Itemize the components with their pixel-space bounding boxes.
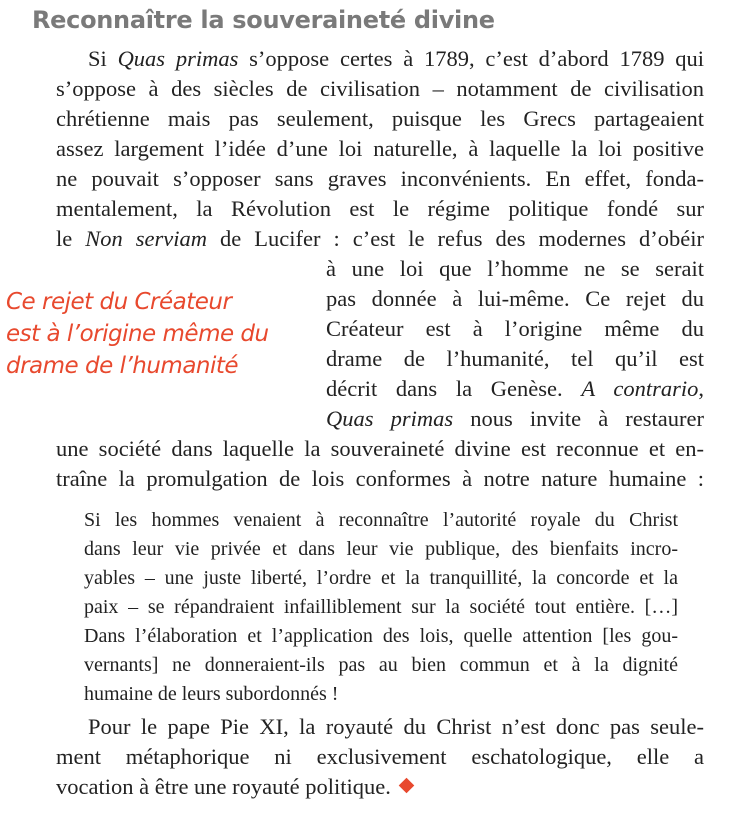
text-line: une société dans laquelle la souveraineté divine est reconnue et en- <box>56 436 704 461</box>
text-line: s’oppose à des siècles de civilisation – notamment de civilisation <box>56 76 704 101</box>
text-line: traîne la promulgation de lois conformes à notre nature humaine : <box>56 466 704 491</box>
text-line: vocation à être une royauté politique. <box>56 772 412 802</box>
quote-line: vernants] ne donneraient-ils pas au bien commun et à la dignité <box>84 654 678 676</box>
pull-quote-line: drame de l’humanité <box>6 353 239 379</box>
quote-line: dans leur vie privée et dans leur vie publique, des bienfaits incro- <box>84 538 678 560</box>
text-line: le Non serviam de Lucifer : c’est le refus des modernes d’obéir <box>56 226 704 251</box>
text-line: à une loi que l’homme ne se serait <box>326 256 704 281</box>
text-line: Si Quas primas s’oppose certes à 1789, c’est d’abord 1789 qui <box>88 46 704 71</box>
text-line: chrétienne mais pas seulement, puisque les Grecs partageaient <box>56 106 704 131</box>
quote-line: humaine de leurs subordonnés ! <box>84 683 339 705</box>
text-line: Pour le pape Pie XI, la royauté du Christ n’est donc pas seule- <box>88 714 704 739</box>
pull-quote-line: est à l’origine même du <box>6 321 269 347</box>
section-heading: Reconnaître la souveraineté divine <box>32 6 495 34</box>
text-line: Quas primas nous invite à restaurer <box>326 406 704 431</box>
quote-line: paix – se répandraient infailliblement sur la société tout entière. […] <box>84 596 678 618</box>
pull-quote <box>6 286 316 382</box>
pull-quote-line: Ce rejet du Créateur <box>6 289 232 315</box>
diamond-end-mark-icon <box>399 778 415 794</box>
text-line: pas donnée à lui-même. Ce rejet du <box>326 286 704 311</box>
text-line: ne pouvait s’opposer sans graves inconvénients. En effet, fonda- <box>56 166 704 191</box>
quote-line: Dans l’élaboration et l’application des lois, quelle attention [les gou- <box>84 625 678 647</box>
quote-line: yables – une juste liberté, l’ordre et la tranquillité, la concorde et la <box>84 567 678 589</box>
text-line: assez largement l’idée d’une loi naturelle, à laquelle la loi positive <box>56 136 704 161</box>
quote-line: Si les hommes venaient à reconnaître l’autorité royale du Christ <box>84 509 678 531</box>
text-line: drame de l’humanité, tel qu’il est <box>326 346 704 371</box>
text-line: Créateur est à l’origine même du <box>326 316 704 341</box>
text-line: décrit dans la Genèse. A contrario, <box>326 376 704 401</box>
text-line: ment métaphorique ni exclusivement eschatologique, elle a <box>56 744 704 769</box>
text-line: mentalement, la Révolution est le régime politique fondé sur <box>56 196 704 221</box>
